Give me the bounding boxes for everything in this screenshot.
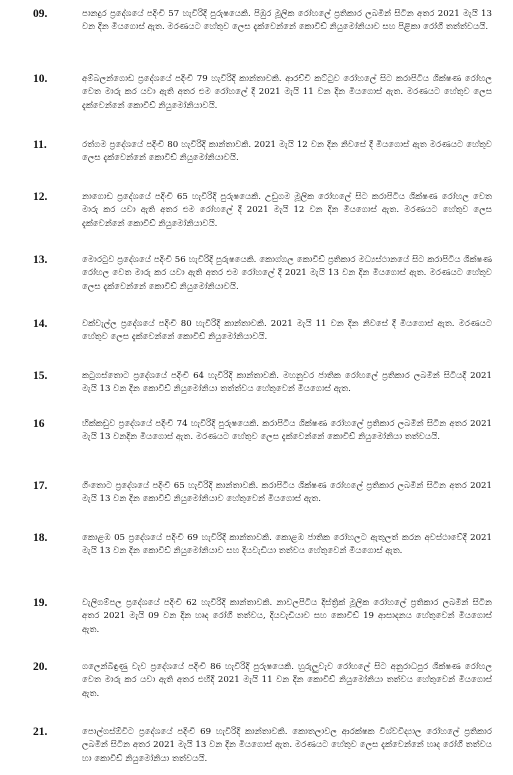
item-number: 17. [33,480,48,492]
item-number: 10. [33,73,48,85]
item-number: 19. [33,597,48,609]
item-number: 09. [33,8,48,20]
item-text: ගලෙන්බිඳුණු වැව ප්‍රදේශයේ පදිංචි 86 හැවිරිදි පුරුෂයෙකි. හුරුලුවැව රෝහලේ සිට අනුරාධපුර ශික්ෂණ රෝහල වෙත මාරු කර යවා ඇති අතර එහිදී 2021 මැයි 11 වන දින කොවිඩ් නියුමෝනියා තත්වය හේතුවෙන් මියගොස් ඇත. [82,662,492,699]
item-text: රත්ගම ප්‍රදේශයේ පදිංචි 80 හැවිරිදි කාන්තාවකි. 2021 මැයි 12 වන දින නිවසේ දී මියගොස් ඇත මරණයට හේතුව ලෙස දැක්වෙන්නේ කොවිඩ් නියුමෝනියාවයි. [82,140,492,164]
item-text: පොල්ගස්ඕවිට ප්‍රදේශයේ පදිංචි 69 හැවිරිදි කාන්තාවකි. කොතලාවල ආරක්ෂක විශ්වවිද්‍යාල රෝහලේ ප්‍රතිකාර ලබමින් සිටින අතර 2021 මැයි 13 වන දින මියගොස් ඇත. මරණයට හේතුව ලෙස දැක්වෙන්නේ හෘද රෝගී තත්වය හා කොවිඩ් නියුමෝනියා තත්වයයි. [82,727,492,764]
item-text: පානදුර ප්‍රදේශයේ පදිංචි 57 හැවිරිදි පුරුෂයෙකි. පිඹුර මූලික රෝහලේ ප්‍රතිකාර ලබමින් සිටින අතර 2021 මැයි 13 වන දින මියගොස් ඇත. මරණයට හේතුව ලෙස දැක්වෙන්නේ කොවිඩ් නියුමෝනියාව සහ පිළිකා රෝගී තත්ත්වයයි. [82,9,492,33]
item-text: කොළඹ 05 ප්‍රදේශයේ පදිංචි 69 හැවිරිදි කාන්තාවකි. කොළඹ ජාතික රෝහලට ඇතුලත් කරන අවස්ථාවේදී 2021 මැයි 13 වන දින කොවිඩ් නියුමෝනියාව සහ දියවැඩියා තත්වය හේතුවෙන් මියගොස් ඇත. [82,533,492,557]
item-number: 20. [33,661,48,673]
item-text: හික්කඩුව ප්‍රදේශයේ පදිංචි 74 හැවිරිදි පුරුෂයෙකි. කරාපිටිය ශික්ෂණ රෝහලේ ප්‍රතිකාර ලබමින් සිටින අතර 2021 මැයි 13 වනදින මියගොස් ඇත. මරණයට හේතුව ලෙස දැක්වෙන්නේ කොවිඩ් නියුමෝනියා තත්වයයි. [82,419,492,443]
item-text: වක්වැල්ල ප්‍රදේශයේ පදිංචි 80 හැවිරිදි කාන්තාවකි. 2021 මැයි 11 වන දින නිවසේ දී මියගොස් ඇත. මරණයට හේතුව ලෙස දැක්වෙන්නේ කොවිඩ් නියුමෝනියාවයි. [82,319,492,343]
item-number: 12. [33,191,48,203]
item-number: 13. [33,254,48,266]
item-number: 14. [33,318,48,330]
item-number: 11. [33,139,47,151]
item-text: වැලිගම්පල ප්‍රදේශයේ පදිංචි 62 හැවිරිදි කාන්තාවකි. නාවලපිටිය දිස්ත්‍රික් මූලික රෝහලේ ප්‍රතිකාර ලබමින් සිටින අතර 2021 මැයි 09 වන දින හෘද රෝගී තත්වය, දියවැඩියාව සහ කොවිඩ් 19 ආසාදනය හේතුවෙන් මියගොස් ඇත. [82,598,492,635]
item-text: ගිංතොට ප්‍රදේශයේ පදිංචි 65 හැවිරිදි කාන්තාවකි. කරාපිටිය ශික්ෂණ රෝහලේ ප්‍රතිකාර ලබමින් සිටින අතර 2021 මැයි 13 වන දින කොවිඩ් නියුමෝනියාව හේතුවෙන් මියගොස් ඇත. [82,481,492,505]
item-text: අම්බලන්ගොඩ ප්‍රදේශයේ පදිංචි 79 හැවිරිදි කාන්තාවකි. ආරච්චි කට්ටුව රෝහලේ සිට කරාපිටිය ශික්ෂණ රෝහල වෙත මාරු කර යවා ඇති අතර එම රෝහලේ දී 2021 මැයි 11 වන දින මියගොස් ඇත. මරණයට හේතුව ලෙස දැක්වෙන්නේ කොවිඩ් නියුමෝනියාවයි. [82,74,492,111]
item-text: මොරටුව ප්‍රදේශයේ පදිංචි 56 හැවිරිදි පුරුෂයෙකි. කොග්ගල කොවිඩ් ප්‍රතිකාර මධ්‍යස්ථානයේ සිට කරාපිටිය ශික්ෂණ රෝහල වෙත මාරු කර යවා ඇති අතර එම රෝහලේ දී 2021 මැයි 13 වන දින මියගොස් ඇත. මරණයට හේතුව ලෙස දැක්වෙන්නේ කොවිඩ් නියුමෝනියාවයි. [82,255,492,292]
item-number: 16 [33,418,45,430]
item-number: 15. [33,370,48,382]
item-number: 18. [33,532,48,544]
item-text: නාගොඩ ප්‍රදේශයේ පදිංචි 65 හැවිරිදි පුරුෂයෙකි. උඩුගම මූලික රෝහලේ සිට කරාපිටිය ශික්ෂණ රෝහල වෙත මාරු කර යවා ඇති අතර එම රෝහලේ දී 2021 මැයි 12 වන දින මියගොස් ඇත. මරණයට හේතුව ලෙස දැක්වෙන්නේ කොවිඩ් නියුමෝනියාවයි. [82,192,492,229]
item-text: කටුගස්තොට ප්‍රදේශයේ පදිංචි 64 හැවිරිදි කාන්තාවකි. මහනුවර ජාතික රෝහලේ ප්‍රතිකාර ලබමින් සිටියදී 2021 මැයි 13 වන දින කොවිඩ් නියුමෝනියා තත්ත්වය හේතුවෙන් මියගොස් ඇත. [82,371,492,395]
item-number: 21. [33,726,48,738]
